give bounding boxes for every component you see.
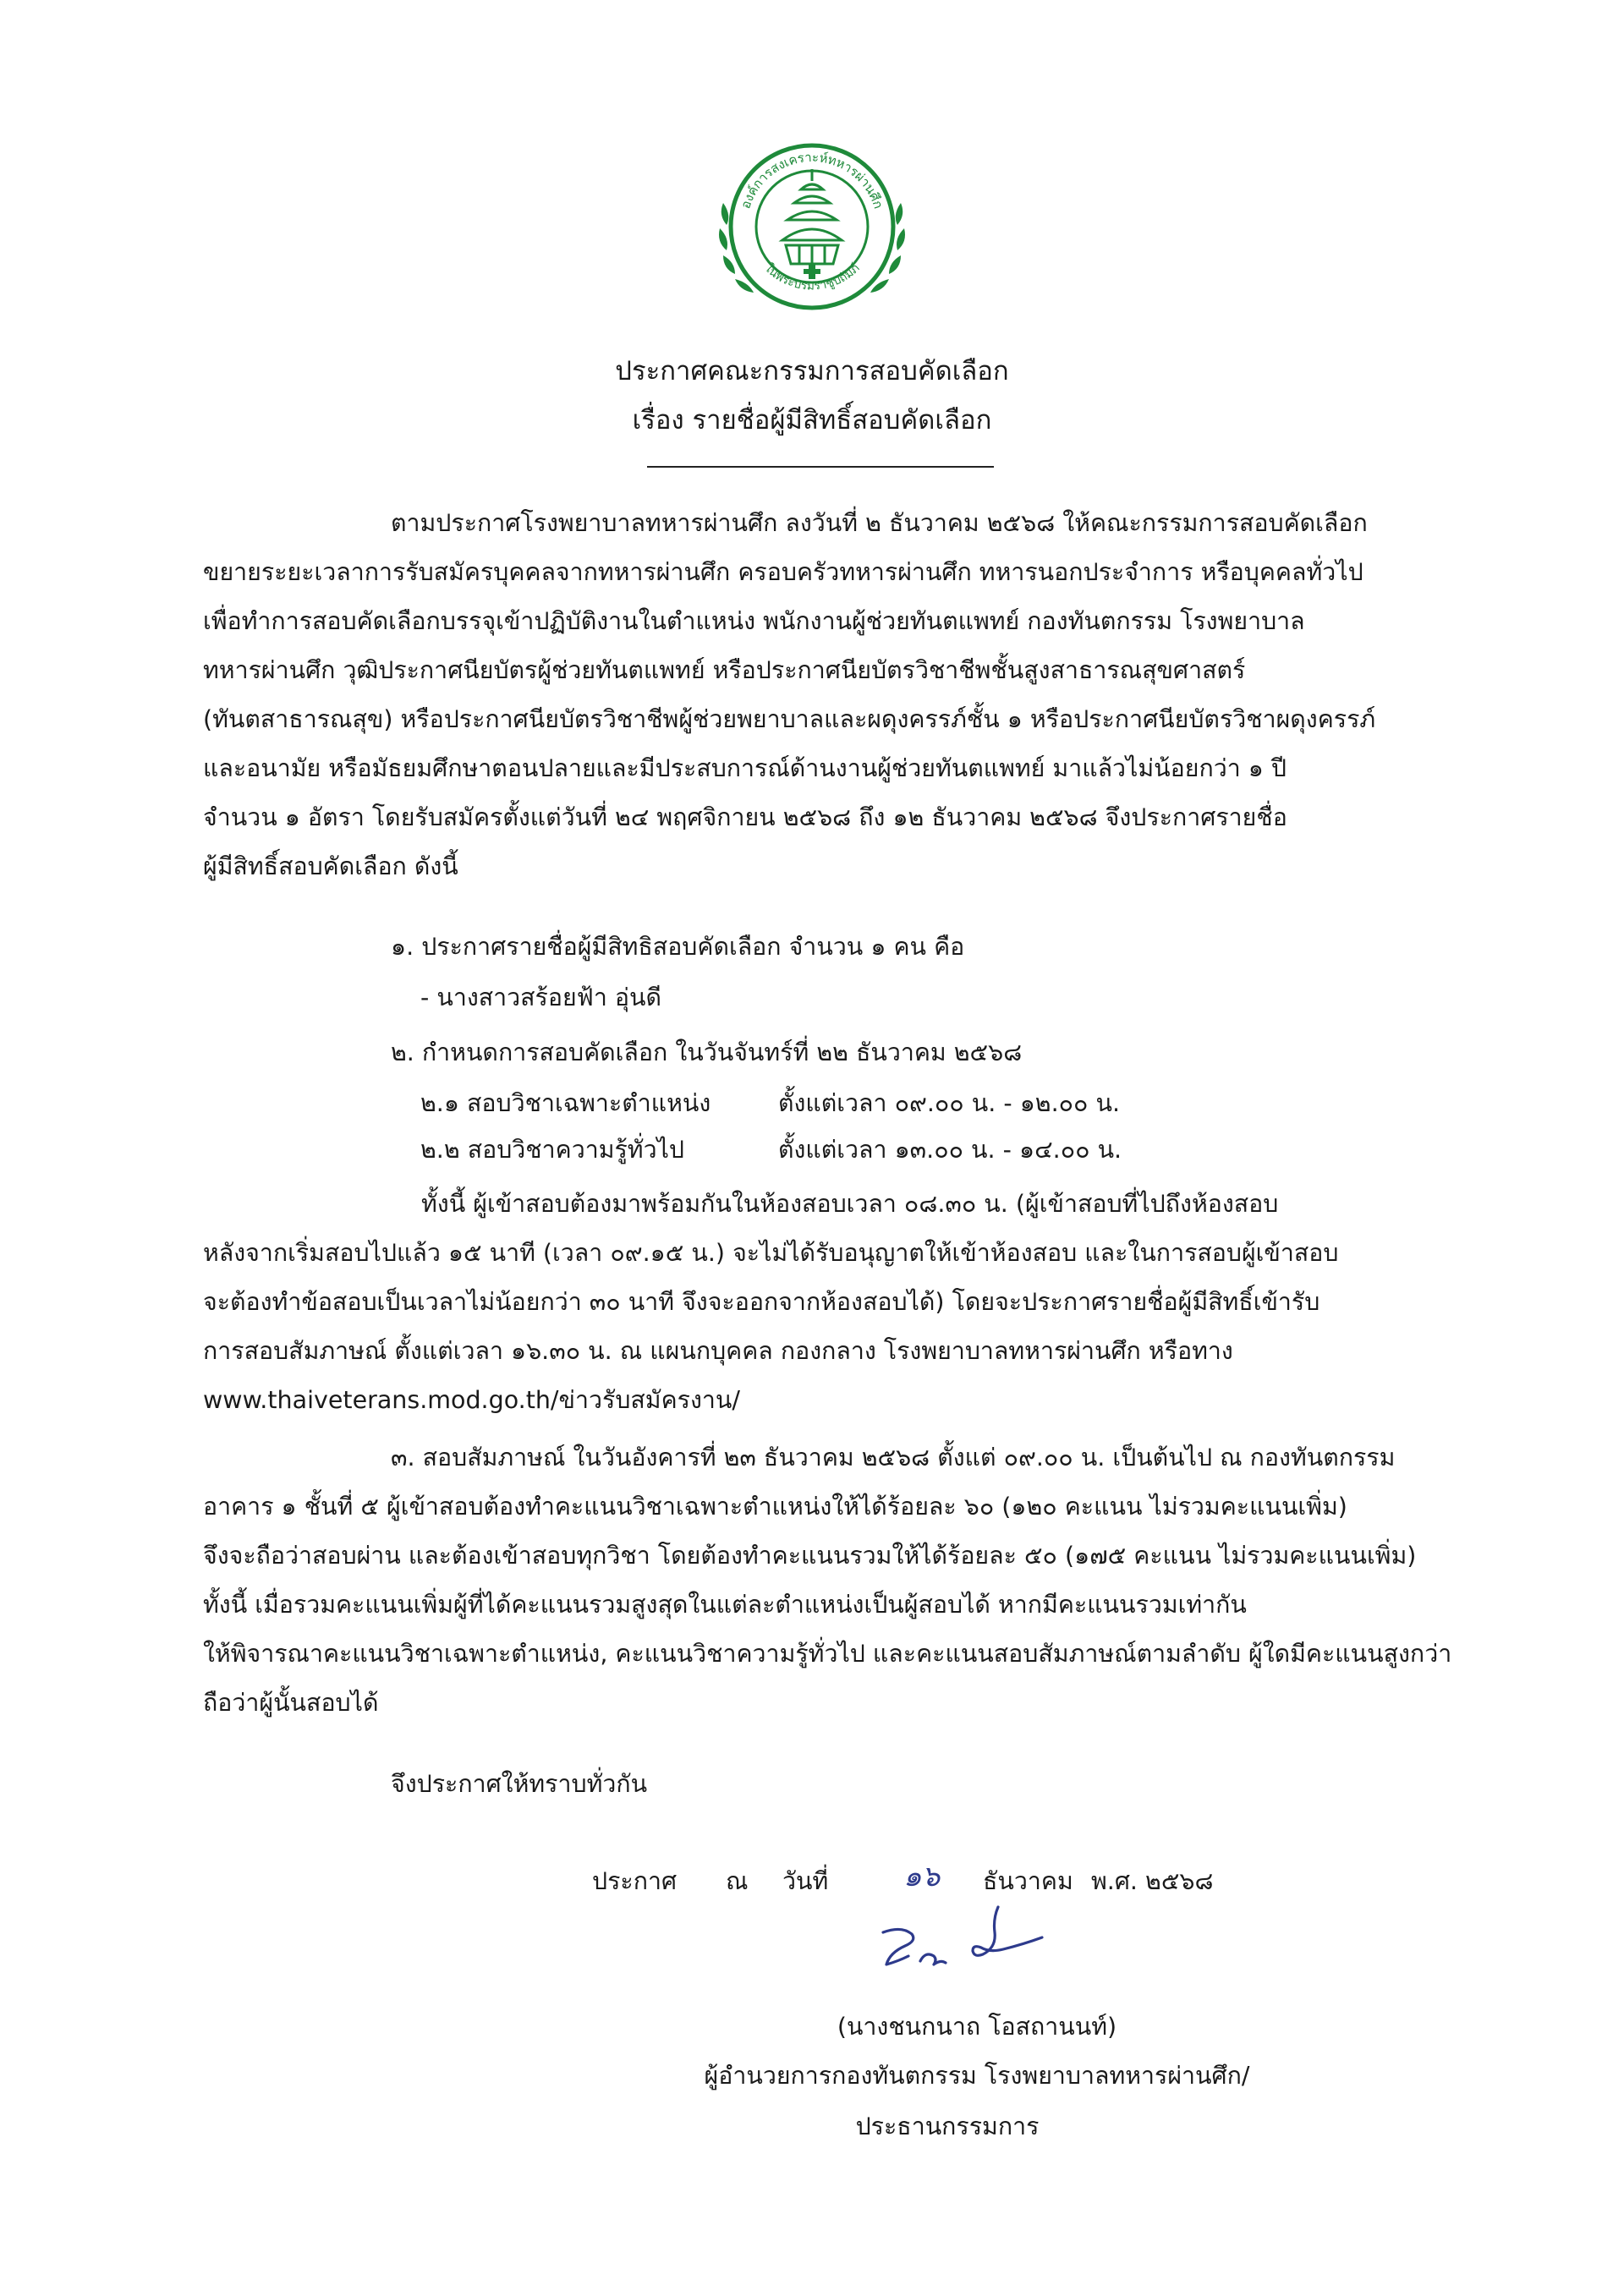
- announcement-heading: ประกาศคณะกรรมการสอบคัดเลือก: [615, 356, 1009, 386]
- signer-role: ประธานกรรมการ: [855, 2112, 1040, 2140]
- intro-line: จำนวน ๑ อัตรา โดยรับสมัครตั้งแต่วันที่ ๒๔ พฤศจิกายน ๒๕๖๘ ถึง ๑๒ ธันวาคม ๒๕๖๘ จึงประกาศรายชื่อ: [203, 803, 1287, 831]
- signer-name: (นางชนกนาถ โอสถานนท์): [837, 2013, 1117, 2041]
- announce-year: พ.ศ. ๒๕๖๘: [1091, 1867, 1214, 1895]
- candidate-name: - นางสาวสร้อยฟ้า อุ่นดี: [420, 984, 662, 1011]
- interview-line: ๓. สอบสัมภาษณ์ ในวันอังคารที่ ๒๓ ธันวาคม ๒๕๖๘ ตั้งแต่ ๐๙.๐๐ น. เป็นต้นไป ณ กองทันตกรรม: [391, 1444, 1396, 1471]
- intro-line: และอนามัย หรือมัธยมศึกษาตอนปลายและมีประสบการณ์ด้านงานผู้ช่วยทันตแพทย์ มาแล้วไม่น้อยกว่า ๑ ปี: [203, 754, 1287, 782]
- intro-line: ตามประกาศโรงพยาบาลทหารผ่านศึก ลงวันที่ ๒ ธันวาคม ๒๕๖๘ ให้คณะกรรมการสอบคัดเลือก: [391, 509, 1368, 537]
- item-1-heading: ๑. ประกาศรายชื่อผู้มีสิทธิสอบคัดเลือก จำนวน ๑ คน คือ: [391, 933, 965, 961]
- intro-line: ขยายระยะเวลาการรับสมัครบุคคลจากทหารผ่านศึก ครอบครัวทหารผ่านศึก ทหารนอกประจำการ หรือบุคคลทั่วไป: [203, 558, 1363, 586]
- title-divider: [647, 466, 994, 468]
- signer-position: ผู้อำนวยการกองทันตกรรม โรงพยาบาลทหารผ่านศึก/: [704, 2062, 1250, 2090]
- website-url: www.thaiveterans.mod.go.th/ข่าวรับสมัครงาน/: [203, 1386, 740, 1414]
- interview-line: ให้พิจารณาคะแนนวิชาเฉพาะตำแหน่ง, คะแนนวิชาความรู้ทั่วไป และคะแนนสอบสัมภาษณ์ตามลำดับ ผู้ใดมีคะแนนสูงกว่า: [203, 1640, 1452, 1668]
- svg-text:องค์การสงเคราะห์ทหารผ่านศึก: องค์การสงเคราะห์ทหารผ่านศึก: [738, 149, 886, 211]
- note-line: จะต้องทำข้อสอบเป็นเวลาไม่น้อยกว่า ๓๐ นาที จึงจะออกจากห้องสอบได้) โดยจะประกาศรายชื่อผู้มีสิทธิ์เข้ารับ: [203, 1288, 1320, 1316]
- schedule-subject: ๒.๑ สอบวิชาเฉพาะตำแหน่ง: [420, 1089, 711, 1117]
- interview-paragraph: [203, 1433, 1480, 1728]
- announce-at: ณ: [726, 1867, 749, 1895]
- interview-line: ถือว่าผู้นั้นสอบได้: [203, 1689, 379, 1717]
- note-line: ทั้งนี้ ผู้เข้าสอบต้องมาพร้อมกันในห้องสอบเวลา ๐๘.๓๐ น. (ผู้เข้าสอบที่ไปถึงห้องสอบ: [421, 1190, 1279, 1218]
- interview-line: จึงจะถือว่าสอบผ่าน และต้องเข้าสอบทุกวิชา โดยต้องทำคะแนนรวมให้ได้ร้อยละ ๕๐ (๑๗๕ คะแนน ไม่รวมคะแนนเพิ่ม): [203, 1542, 1417, 1570]
- intro-paragraph: [203, 499, 1480, 891]
- schedule-subject: ๒.๒ สอบวิชาความรู้ทั่วไป: [420, 1136, 685, 1164]
- announce-month: ธันวาคม: [983, 1867, 1073, 1895]
- note-line: หลังจากเริ่มสอบไปแล้ว ๑๕ นาที (เวลา ๐๙.๑๕ น.) จะไม่ได้รับอนุญาตให้เข้าห้องสอบ และในการสอบผู้เข้าสอบ: [203, 1239, 1339, 1267]
- interview-line: ทั้งนี้ เมื่อรวมคะแนนเพิ่มผู้ที่ได้คะแนนรวมสูงสุดในแต่ละตำแหน่งเป็นผู้สอบได้ หากมีคะแนนรวมเท่ากัน: [203, 1591, 1247, 1619]
- item-2-heading: ๒. กำหนดการสอบคัดเลือก ในวันจันทร์ที่ ๒๒ ธันวาคม ๒๕๖๘: [391, 1038, 1023, 1066]
- note-line: การสอบสัมภาษณ์ ตั้งแต่เวลา ๑๖.๓๐ น. ณ แผนกบุคคล กองกลาง โรงพยาบาลทหารผ่านศึก หรือทาง: [203, 1337, 1233, 1365]
- announce-day-label: วันที่: [782, 1867, 829, 1895]
- exam-note-paragraph: [203, 1180, 1480, 1425]
- intro-line: เพื่อทำการสอบคัดเลือกบรรจุเข้าปฏิบัติงานในตำแหน่ง พนักงานผู้ช่วยทันตแพทย์ กองทันตกรรม โรงพยาบาล: [203, 607, 1305, 635]
- interview-line: อาคาร ๑ ชั้นที่ ๕ ผู้เข้าสอบต้องทำคะแนนวิชาเฉพาะตำแหน่งให้ได้ร้อยละ ๖๐ (๑๒๐ คะแนน ไม่รวมคะแนนเพิ่ม): [203, 1493, 1347, 1521]
- handwritten-signature: [871, 1899, 1100, 1992]
- announcement-subject: เรื่อง รายชื่อผู้มีสิทธิ์สอบคัดเลือก: [632, 405, 992, 436]
- announce-day: ๑๖: [903, 1860, 941, 1893]
- intro-line: ทหารผ่านศึก วุฒิประกาศนียบัตรผู้ช่วยทันตแพทย์ หรือประกาศนียบัตรวิชาชีพชั้นสูงสาธารณสุขศาสตร์: [203, 656, 1246, 684]
- svg-text:ในพระบรมราชูปถัมภ์: ในพระบรมราชูปถัมภ์: [761, 261, 863, 293]
- closing-statement: จึงประกาศให้ทราบทั่วกัน: [391, 1770, 648, 1798]
- intro-line: ผู้มีสิทธิ์สอบคัดเลือก ดังนี้: [203, 852, 458, 880]
- hospital-emblem-icon: [698, 118, 926, 338]
- announce-prefix: ประกาศ: [592, 1867, 678, 1895]
- schedule-time: ตั้งแต่เวลา ๐๙.๐๐ น. - ๑๒.๐๐ น.: [778, 1089, 1121, 1117]
- intro-line: (ทันตสาธารณสุข) หรือประกาศนียบัตรวิชาชีพผู้ช่วยพยาบาลและผดุงครรภ์ชั้น ๑ หรือประกาศนียบัตรวิชาผดุงครรภ์: [203, 705, 1376, 733]
- schedule-time: ตั้งแต่เวลา ๑๓.๐๐ น. - ๑๔.๐๐ น.: [778, 1136, 1122, 1164]
